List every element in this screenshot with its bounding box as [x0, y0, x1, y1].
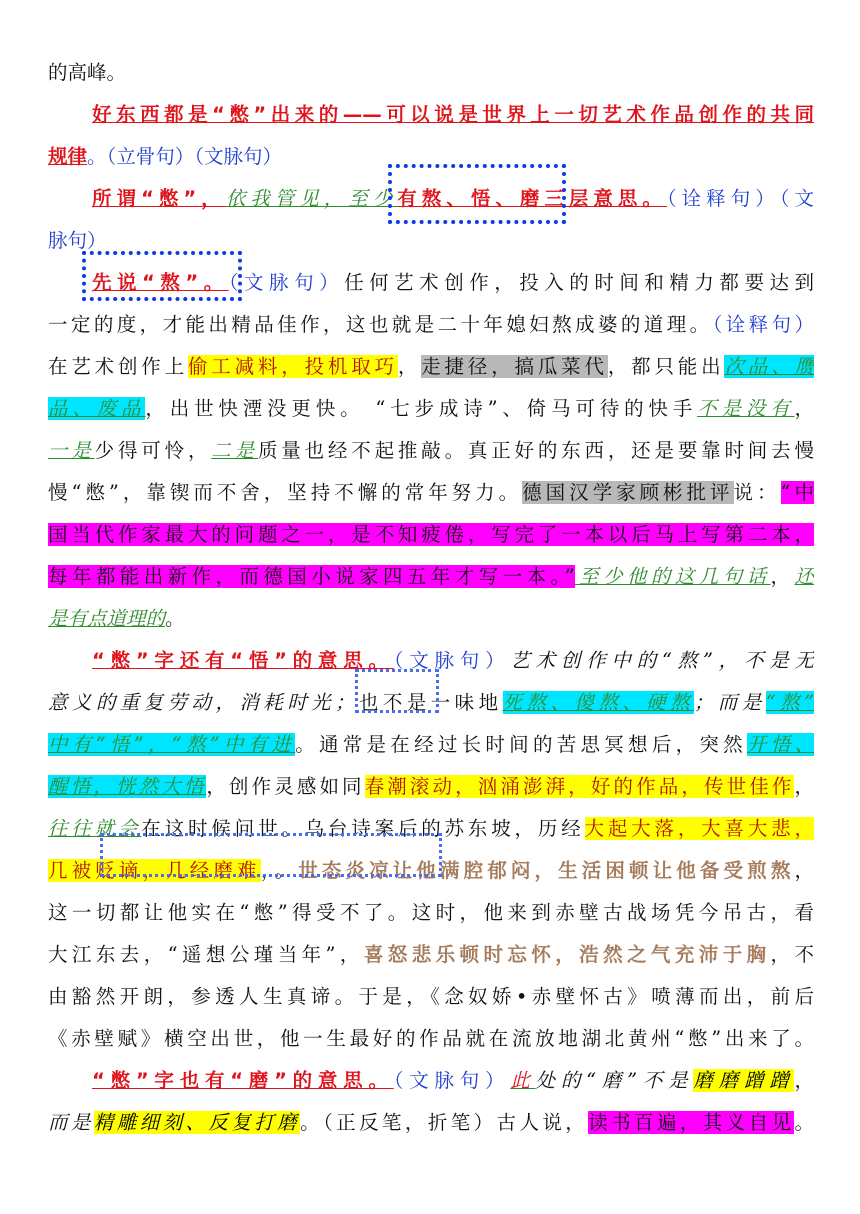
- dotted-annotation-box: [355, 669, 439, 713]
- text-span: ，: [770, 565, 795, 588]
- dotted-annotation-box: [100, 833, 442, 877]
- text-line: [48, 52, 814, 94]
- green-phrase: 至少他的这几句话: [574, 565, 771, 588]
- italic-text: 处的“磨”不是: [535, 1069, 694, 1092]
- text-span: ，: [397, 355, 422, 378]
- yellow-highlight: 春潮滚动，汹涌澎湃，好的作品，传世佳作: [364, 775, 795, 798]
- annotation-note: （文脉句）: [228, 271, 345, 294]
- text-span: ，: [794, 397, 814, 420]
- text-line: [48, 388, 814, 430]
- text-line: [48, 472, 814, 514]
- italic-text: ；而是: [693, 691, 766, 714]
- text-line: [48, 430, 814, 472]
- text-line: [48, 892, 814, 934]
- text-span: 。: [165, 607, 185, 630]
- text-span: 。: [794, 1111, 814, 1134]
- cyan-highlight: 开悟、: [746, 733, 814, 756]
- text-span: ，: [794, 859, 814, 882]
- text-span: 在艺术创作上: [48, 355, 188, 378]
- text-line: [48, 556, 814, 598]
- yellow-highlight: 精雕细刻、反复打磨: [93, 1111, 301, 1134]
- text-span: 在这时候问世。乌台诗案后的苏东坡，历经: [141, 817, 585, 840]
- green-phrase: 一是: [48, 439, 95, 462]
- text-span: 慢“憋”，靠锲而不舍，坚持不懈的常年努力。: [48, 481, 523, 504]
- text-line: [48, 1060, 814, 1102]
- text-span: ，: [794, 1069, 814, 1092]
- text-span: 《赤壁赋》横空出世，他一生最好的作品就在流放地湖北黄州“憋”出来了。: [48, 1027, 814, 1050]
- green-phrase: 不是没有: [697, 397, 795, 420]
- italic-text: 意义的重复劳动，消耗时光；: [48, 691, 355, 714]
- brown-phrase: 喜怒悲乐顿时忘怀，浩然之气充沛于胸: [363, 943, 771, 966]
- text-span: 也不是一味地: [354, 691, 503, 714]
- text-span: 说：: [733, 481, 781, 504]
- text-span: ，都只能出: [607, 355, 725, 378]
- text-span: ，出世快湮没更快。 “七步成诗”、倚马可待的快手: [145, 397, 698, 420]
- dotted-annotation-box: [82, 251, 242, 301]
- text-line: [48, 346, 814, 388]
- annotation-note: 。（立骨句）（文脉句）: [87, 145, 283, 168]
- green-phrase: 还: [794, 565, 814, 588]
- text-line: [48, 724, 814, 766]
- yellow-highlight: 几被贬谪，几经磨难: [48, 859, 261, 882]
- magenta-highlight: “中: [780, 481, 814, 504]
- annotation-note: （文脉句）: [393, 649, 511, 672]
- section-heading-wu: “憋”字还有“悟”的意思。: [92, 649, 394, 672]
- text-line: [48, 766, 814, 808]
- cyan-highlight: 中有“悟”，“熬”中有进: [48, 733, 296, 756]
- text-span: 质量也经不起推敲。真正好的东西，还是要靠时间去慢: [257, 439, 814, 462]
- definition-heading: 所谓“憋”，: [92, 187, 226, 210]
- text-span: 。（正反笔，折笔）古人说，: [300, 1111, 589, 1134]
- thesis-sentence: 好东西都是“憋”出来的——可以说是世界上一切艺术作品创作的共同: [92, 103, 814, 126]
- cyan-highlight: 次品、赝: [724, 355, 814, 378]
- annotation-note: （诠释句）: [712, 313, 814, 336]
- text-line: [48, 1102, 814, 1144]
- text-span: ，不: [770, 943, 814, 966]
- text-span: ，创作灵感如同: [206, 775, 365, 798]
- annotation-note: 脉句）: [48, 229, 107, 252]
- text-line: [48, 304, 814, 346]
- text-line: [48, 976, 814, 1018]
- italic-text: 艺术创作中的“熬”，不是无: [510, 649, 814, 672]
- section-heading-ao: 先说“熬”。: [92, 271, 229, 294]
- magenta-highlight: 每年都能出新作，而德国小说家四五年才写一本。”: [48, 565, 575, 588]
- red-italic-word: 此: [510, 1069, 536, 1092]
- gray-highlight: 德国汉学家顾彬批评: [522, 481, 734, 504]
- text-span: 任何艺术创作，投入的时间和精力都要达到: [344, 271, 814, 294]
- magenta-highlight: 国当代作家最大的问题之一，是不知疲倦，写完了一本以后马上写第二本，: [48, 523, 814, 546]
- green-phrase: 二是: [211, 439, 258, 462]
- text-span: ，: [794, 775, 814, 798]
- cyan-highlight: 醒悟，恍然大悟: [48, 775, 207, 798]
- thesis-line: [48, 94, 814, 136]
- cyan-highlight: “熬”: [765, 691, 814, 714]
- green-phrase: 往往就会: [48, 817, 142, 840]
- text-line: [48, 934, 814, 976]
- dotted-annotation-box: [388, 164, 566, 224]
- text-span: ，。: [260, 859, 299, 882]
- text-span: 少得可怜，: [94, 439, 212, 462]
- magenta-highlight: 读书百遍，其义自见: [588, 1111, 795, 1134]
- yellow-highlight: 偷工减料，投机取巧: [187, 355, 398, 378]
- brown-phrase: 世态炎凉让他满腔郁闷，生活困顿让他备受煎熬: [298, 859, 795, 882]
- definition-sentence: 有熬、悟、磨三层意思。: [397, 187, 667, 210]
- section-heading-mo: “憋”字也有“磨”的意思。: [92, 1069, 394, 1092]
- green-phrase: 依我管见，至少: [225, 187, 398, 210]
- italic-text: 而是: [48, 1111, 94, 1134]
- text-span: 这一切都让他实在“憋”得受不了。这时，他来到赤壁古战场凭今吊古，看: [48, 901, 814, 924]
- yellow-highlight: 大起大落，大喜大悲，: [584, 817, 814, 840]
- annotation-note: （文脉句）: [393, 1069, 511, 1092]
- green-phrase: 是有点道理的: [48, 607, 166, 630]
- text-span: 大江东去，“遥想公瑾当年”，: [48, 943, 364, 966]
- text-line: [48, 598, 814, 640]
- gray-highlight: 走捷径，搞瓜菜代: [421, 355, 608, 378]
- text-span: 由豁然开朗，参透人生真谛。于是，《念奴娇•赤壁怀古》喷薄而出，前后: [48, 985, 814, 1008]
- text-span: 一定的度，才能出精品佳作，这也就是二十年媳妇熬成婆的道理。: [48, 313, 713, 336]
- annotation-note: （诠释句）（文: [666, 187, 814, 210]
- text-span: 。通常是在经过长时间的苦思冥想后，突然: [295, 733, 747, 756]
- thesis-sentence-end: 规律: [48, 145, 88, 168]
- text-line: [48, 1018, 814, 1060]
- yellow-highlight: 磨磨蹭蹭: [693, 1069, 795, 1092]
- cyan-highlight: 品、废品: [48, 397, 146, 420]
- text-span: 的高峰。: [48, 61, 127, 84]
- cyan-highlight: 死熬、傻熬、硬熬: [502, 691, 694, 714]
- text-line: [48, 514, 814, 556]
